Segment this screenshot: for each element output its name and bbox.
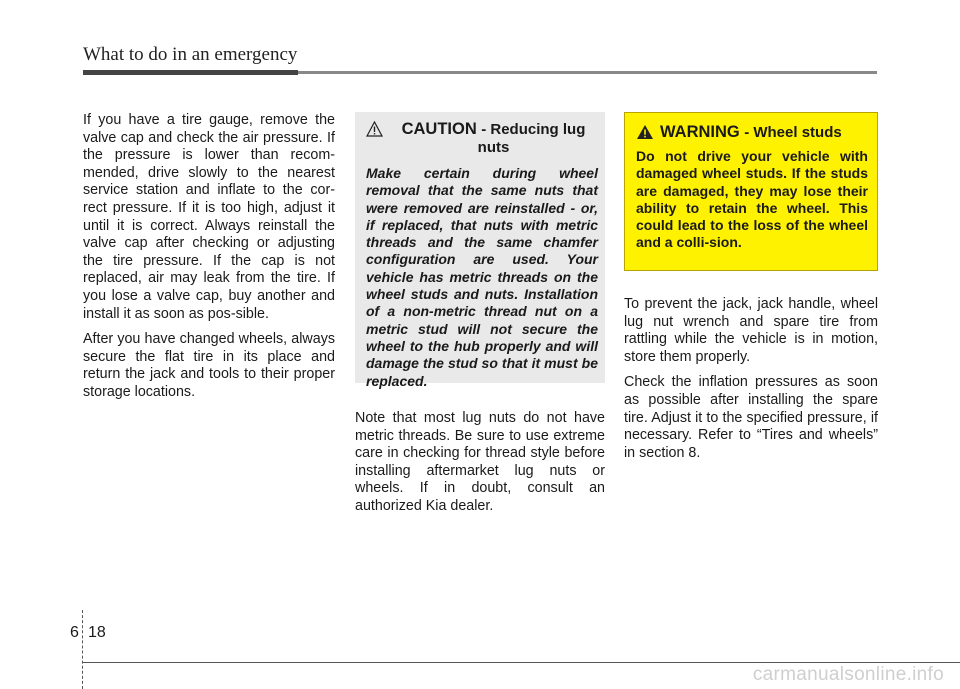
paragraph: Check the inflation pressures as soon as possible after installing the spare tire. Adjust it to the specified pressure, if necessary. Refer to “Tires and wheels” in section 8.: [624, 374, 878, 461]
watermark: carmanualsonline.info: [752, 664, 944, 685]
paragraph: If you have a tire gauge, remove the valve cap and check the air pressure. If the pressure is lower than recom-mended, drive slowly to the nearest service station and inflate to the cor-rect pressure. If it is too high, adjust it until it is correct. Always reinstall the valve cap after checking or adjusting the tire pressure. If the cap is not replaced, air may leak from the tire. If you lose a valve cap, buy another and install it as soon as pos-sible.: [83, 112, 335, 322]
caution-heading: [366, 120, 598, 157]
footer-divider-horizontal: [83, 662, 960, 663]
warning-subject: - Wheel studs: [744, 124, 842, 141]
warning-triangle-icon: [636, 124, 654, 140]
warning-keyword: WARNING: [660, 123, 740, 141]
page-header-title: What to do in an emergency: [83, 44, 298, 65]
column-2: [355, 410, 605, 524]
caution-keyword: CAUTION: [401, 120, 477, 138]
caution-subject: - Reducing lug nuts: [477, 121, 586, 156]
footer-divider-vertical: [82, 610, 83, 689]
caution-triangle-icon: [366, 121, 383, 137]
chapter-number: 6: [70, 624, 79, 641]
page-number: 18: [88, 624, 106, 641]
paragraph: To prevent the jack, jack handle, wheel lug nut wrench and spare tire from rattling while the vehicle is in motion, store them properly.: [624, 296, 878, 365]
paragraph: After you have changed wheels, always secure the flat tire in its place and return the jack and tools to their proper storage locations.: [83, 331, 335, 400]
header-rule-accent: [83, 70, 298, 75]
column-1: [83, 112, 335, 410]
warning-body: Do not drive your vehicle with damaged wheel studs. If the studs are damaged, they may lose their ability to retain the wheel. This could lead to the loss of the wheel and a colli-sion.: [636, 148, 868, 251]
caution-body: Make certain during wheel removal that the same nuts that were removed are reinstalled - or, if replaced, that nuts with metric threads and the same chamfer configuration are used. Your vehicle has metric threads on the wheel studs and nuts. Installation of a non-metric thread nut on a metric stud will not secure the wheel to the hub properly and will damage the stud so that it must be replaced.: [366, 165, 598, 389]
warning-box: [624, 112, 878, 271]
warning-heading: [636, 123, 868, 142]
caution-box: [355, 112, 605, 389]
paragraph: Note that most lug nuts do not have metric threads. Be sure to use extreme care in checking for thread style before installing aftermarket lug nuts or wheels. If in doubt, consult an authorized Kia dealer.: [355, 410, 605, 514]
column-3: [624, 296, 878, 470]
